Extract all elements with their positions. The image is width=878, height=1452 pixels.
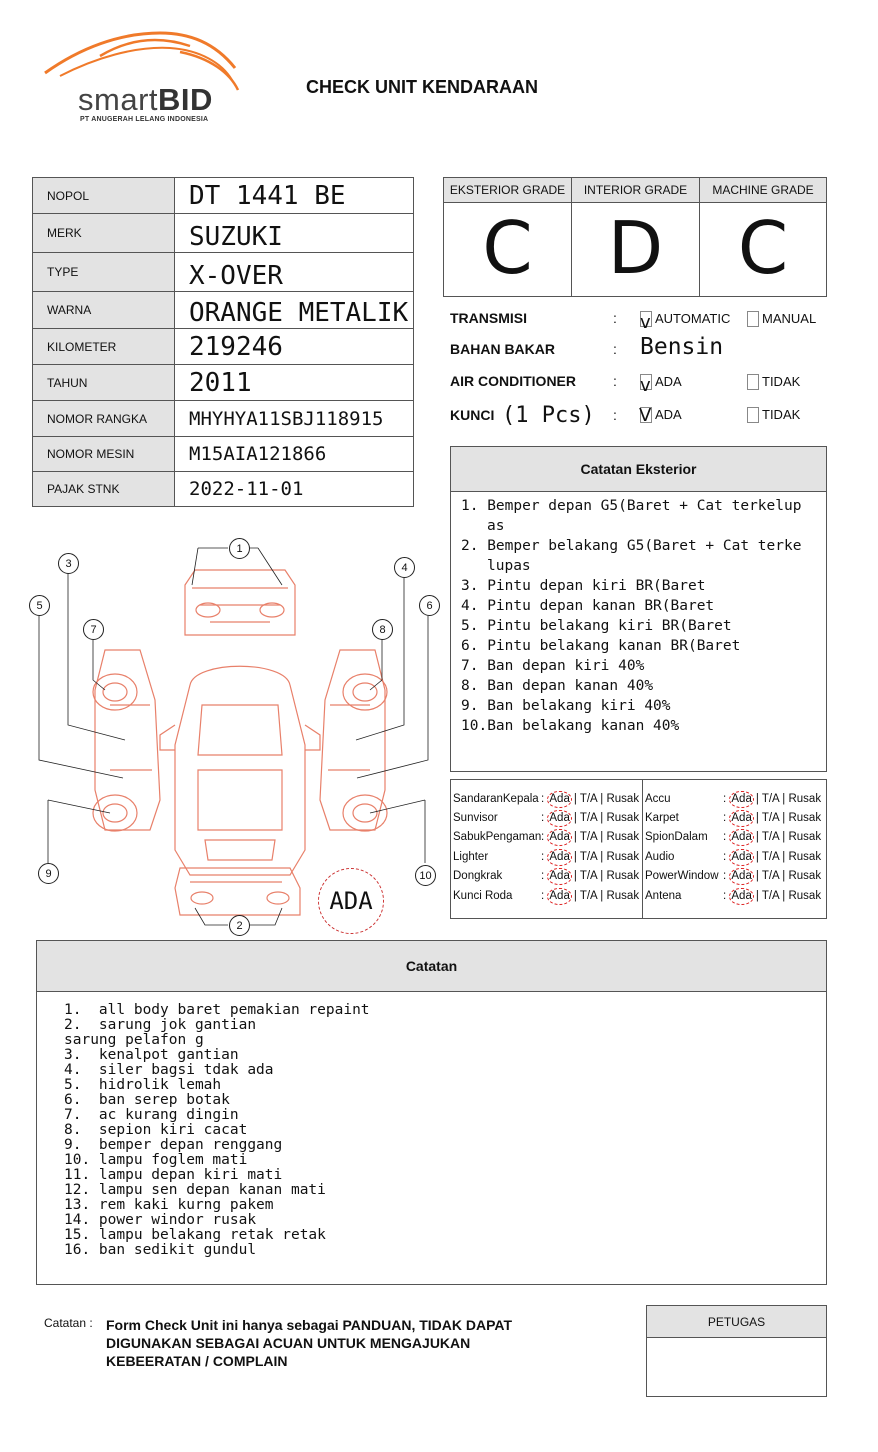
accessory-name: Sunvisor <box>453 812 498 824</box>
info-label: MERK <box>33 214 175 253</box>
kunci-tidak-label: TIDAK <box>762 407 801 422</box>
manual-checkbox[interactable] <box>747 311 759 327</box>
ada-selected[interactable]: Ada <box>729 791 753 808</box>
ada-selected[interactable]: Ada <box>729 849 753 866</box>
info-label: WARNA <box>33 292 175 329</box>
notes-title: Catatan <box>37 941 826 992</box>
accessory-row <box>645 848 821 867</box>
colon: : <box>613 373 617 389</box>
ada-selected[interactable]: Ada <box>547 849 571 866</box>
grades-panel <box>443 177 827 297</box>
ada-selected[interactable]: Ada <box>729 888 753 905</box>
info-label: NOPOL <box>33 178 175 214</box>
list-item: 9. Ban belakang kiri 40% <box>461 698 671 714</box>
divider <box>642 780 643 918</box>
accessory-name: Antena <box>645 890 682 902</box>
status-options[interactable]: | T/A | Rusak <box>755 890 822 902</box>
info-value: 219246 <box>175 329 414 365</box>
accessory-status: : Ada | T/A | Rusak <box>541 851 639 863</box>
automatic-label: AUTOMATIC <box>655 311 731 326</box>
status-options[interactable]: | T/A | Rusak <box>573 831 640 843</box>
status-options[interactable]: | T/A | Rusak <box>755 812 822 824</box>
grade-value: C <box>482 206 533 290</box>
accessory-status: : Ada | T/A | Rusak <box>723 870 821 882</box>
damage-marker: 3 <box>58 553 79 574</box>
ada-selected[interactable]: Ada <box>729 868 753 885</box>
vehicle-info-table <box>32 177 414 507</box>
kunci-label: KUNCI <box>450 407 495 423</box>
info-label: TYPE <box>33 253 175 292</box>
manual-label: MANUAL <box>762 311 817 326</box>
accessory-row <box>645 867 821 886</box>
damage-marker: 2 <box>229 915 250 936</box>
exterior-notes-list <box>451 492 826 736</box>
info-value: SUZUKI <box>175 214 414 253</box>
accessory-status: : Ada | T/A | Rusak <box>723 890 821 902</box>
accessory-name: SpionDalam <box>645 831 708 843</box>
colon: : <box>613 341 617 357</box>
damage-marker: 5 <box>29 595 50 616</box>
accessory-row <box>453 887 639 906</box>
ada-selected[interactable]: Ada <box>547 810 571 827</box>
exterior-notes-panel <box>450 446 827 772</box>
info-label: PAJAK STNK <box>33 472 175 507</box>
bahan-bakar-value: Bensin <box>640 334 724 360</box>
exterior-notes-title: Catatan Eksterior <box>451 447 826 492</box>
petugas-label: PETUGAS <box>647 1306 826 1338</box>
check-mark: V <box>639 405 652 426</box>
accessory-name: PowerWindow <box>645 870 719 882</box>
interior-grade <box>572 178 700 296</box>
kunci-count: (1 Pcs) <box>502 403 595 428</box>
grade-value: C <box>737 206 789 290</box>
kunci-tidak-checkbox[interactable] <box>747 407 759 423</box>
kunci-ada-label: ADA <box>655 407 682 422</box>
info-label: NOMOR RANGKA <box>33 401 175 437</box>
accessory-row <box>645 790 821 809</box>
grade-value: D <box>607 206 664 290</box>
transmisi-label: TRANSMISI <box>450 310 527 326</box>
damage-marker: 6 <box>419 595 440 616</box>
ac-tidak-checkbox[interactable] <box>747 374 759 390</box>
ada-selected[interactable]: Ada <box>547 791 571 808</box>
info-label: KILOMETER <box>33 329 175 365</box>
accessory-status: : Ada | T/A | Rusak <box>723 851 821 863</box>
ada-selected[interactable]: Ada <box>729 829 753 846</box>
footer-label: Catatan : <box>44 1316 93 1330</box>
machine-grade <box>700 178 826 296</box>
page-title: CHECK UNIT KENDARAAN <box>306 77 538 97</box>
car-damage-diagram <box>20 530 440 940</box>
accessory-name: SandaranKepala <box>453 793 539 805</box>
list-item: 5. Pintu belakang kiri BR(Baret <box>461 618 732 634</box>
accessory-status: : Ada | T/A | Rusak <box>541 831 639 843</box>
info-value: DT 1441 BE <box>175 178 414 214</box>
spare-tire-badge: ADA <box>318 868 384 934</box>
accessory-row <box>645 809 821 828</box>
status-options[interactable]: | T/A | Rusak <box>755 831 822 843</box>
accessory-status: : Ada | T/A | Rusak <box>541 793 639 805</box>
ada-selected[interactable]: Ada <box>547 868 571 885</box>
status-options[interactable]: | T/A | Rusak <box>573 851 640 863</box>
status-options[interactable]: | T/A | Rusak <box>755 870 822 882</box>
list-item: 2. Bemper belakang G5(Baret + Cat terke lupas <box>461 538 802 574</box>
ac-label: AIR CONDITIONER <box>450 373 576 389</box>
accessory-row <box>453 848 639 867</box>
accessory-status: : Ada | T/A | Rusak <box>541 812 639 824</box>
status-options[interactable]: | T/A | Rusak <box>573 870 640 882</box>
info-label: NOMOR MESIN <box>33 437 175 472</box>
info-value: 2011 <box>175 365 414 401</box>
info-value: ORANGE METALIK <box>175 292 414 329</box>
ada-selected[interactable]: Ada <box>729 810 753 827</box>
grade-label: INTERIOR GRADE <box>572 178 699 203</box>
info-value: X-OVER <box>175 253 414 292</box>
accessory-status: : Ada | T/A | Rusak <box>541 870 639 882</box>
status-options[interactable]: | T/A | Rusak <box>755 851 822 863</box>
ac-ada-label: ADA <box>655 374 682 389</box>
info-value: M15AIA121866 <box>175 437 414 472</box>
damage-marker: 8 <box>372 619 393 640</box>
check-mark: v <box>640 375 651 396</box>
accessory-row <box>453 809 639 828</box>
accessory-status: : Ada | T/A | Rusak <box>541 890 639 902</box>
accessory-row <box>453 867 639 886</box>
grade-label: MACHINE GRADE <box>700 178 826 203</box>
accessory-name: Kunci Roda <box>453 890 513 902</box>
accessory-status: : Ada | T/A | Rusak <box>723 831 821 843</box>
info-label: TAHUN <box>33 365 175 401</box>
list-item: 6. Pintu belakang kanan BR(Baret <box>461 638 741 654</box>
status-options[interactable]: | T/A | Rusak <box>573 890 640 902</box>
notes-text: 1. all body baret pemakian repaint 2. sarung jok gantian sarung pelafon g 3. kenalpot gantian 4. siler bagsi tdak ada 5. hidrolik lemah 6. ban serep botak 7. ac kurang dingin 8. sepion kiri cacat 9. bemper depan renggang 10. lampu foglem mati 11. lampu depan kiri mati 12. lampu sen depan kanan mati 13. rem kaki kurng pakem 14. power windor rusak 15. lampu belakang retak retak 16. ban sedikit gundul <box>64 1002 370 1258</box>
petugas-box <box>646 1305 827 1397</box>
footer-disclaimer: Form Check Unit ini hanya sebagai PANDUAN, TIDAK DAPAT DIGUNAKAN SEBAGAI ACUAN UNTUK MENGAJUKAN KEBEERATAN / COMPLAIN <box>106 1317 513 1369</box>
ada-selected[interactable]: Ada <box>547 888 571 905</box>
notes-panel <box>36 940 827 1285</box>
exterior-grade <box>444 178 572 296</box>
damage-marker: 9 <box>38 863 59 884</box>
accessory-name: Audio <box>645 851 675 863</box>
accessory-row <box>645 887 821 906</box>
accessory-name: SabukPengaman <box>453 831 542 843</box>
list-item: 8. Ban depan kanan 40% <box>461 678 654 694</box>
ada-selected[interactable]: Ada <box>547 829 571 846</box>
accessory-name: Dongkrak <box>453 870 503 882</box>
status-options[interactable]: | T/A | Rusak <box>755 793 822 805</box>
damage-marker: 7 <box>83 619 104 640</box>
list-item: 7. Ban depan kiri 40% <box>461 658 645 674</box>
damage-marker: 4 <box>394 557 415 578</box>
accessory-name: Accu <box>645 793 671 805</box>
accessory-row <box>453 828 639 847</box>
check-mark: v <box>640 312 651 333</box>
bahan-bakar-label: BAHAN BAKAR <box>450 341 555 357</box>
accessory-name: Lighter <box>453 851 489 863</box>
damage-marker: 10 <box>415 865 436 886</box>
list-item: 10.Ban belakang kanan 40% <box>461 718 680 734</box>
accessory-row <box>453 790 639 809</box>
status-options[interactable]: | T/A | Rusak <box>573 793 640 805</box>
info-value: 2022-11-01 <box>175 472 414 507</box>
damage-marker: 1 <box>229 538 250 559</box>
accessory-status: : Ada | T/A | Rusak <box>723 812 821 824</box>
list-item: 3. Pintu depan kiri BR(Baret <box>461 578 706 594</box>
accessory-row <box>645 828 821 847</box>
ac-tidak-label: TIDAK <box>762 374 801 389</box>
grade-label: EKSTERIOR GRADE <box>444 178 571 203</box>
status-options[interactable]: | T/A | Rusak <box>573 812 640 824</box>
colon: : <box>613 310 617 326</box>
list-item: 1. Bemper depan G5(Baret + Cat terkelup as <box>461 498 802 534</box>
colon: : <box>613 407 617 423</box>
list-item: 4. Pintu depan kanan BR(Baret <box>461 598 715 614</box>
logo-subtitle: PT ANUGERAH LELANG INDONESIA <box>80 116 209 123</box>
accessory-name: Karpet <box>645 812 679 824</box>
info-value: MHYHYA11SBJ118915 <box>175 401 414 437</box>
accessory-status: : Ada | T/A | Rusak <box>723 793 821 805</box>
logo-text: smartBID <box>78 82 213 117</box>
